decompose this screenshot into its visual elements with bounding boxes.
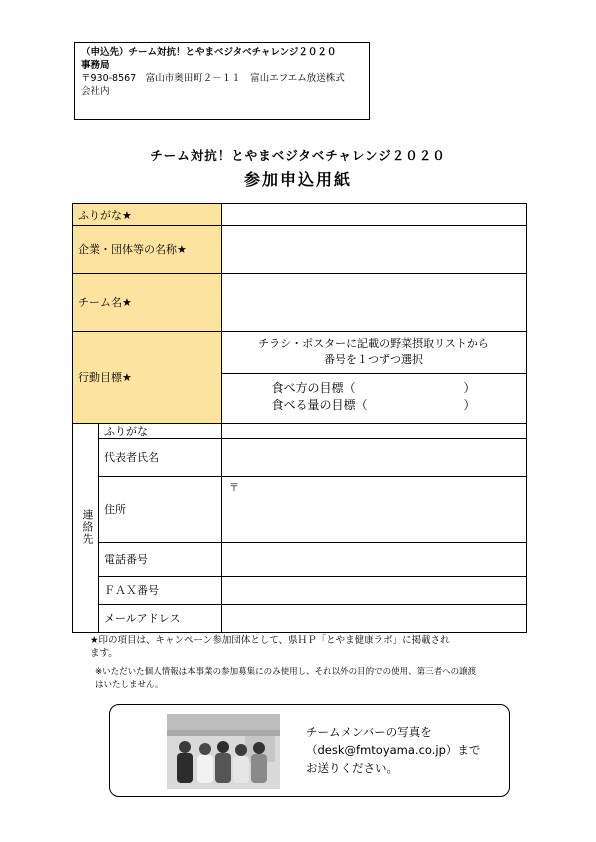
column-divider (221, 204, 222, 632)
contact-furigana-label: ふりがな (104, 424, 148, 438)
email-label: メールアドレス (104, 612, 181, 625)
address-field[interactable] (221, 476, 526, 542)
phone-field[interactable] (221, 542, 526, 576)
row-divider (98, 476, 526, 477)
address-box (74, 42, 370, 120)
contact-divider (98, 423, 99, 632)
postal-mark: 〒 (229, 483, 239, 494)
document-subtitle: 参加申込用紙 (243, 170, 352, 189)
row-divider (98, 604, 526, 605)
privacy-note-line-1: ※いただいた個人情報は本事業の参加募集にのみ使用し、それ以外の目的での使用、第三者への譲渡 (95, 667, 477, 677)
address-line-4: 会社内 (81, 86, 110, 97)
photo-request-text (306, 723, 480, 777)
company-name-field[interactable] (221, 225, 526, 273)
email-field[interactable] (221, 604, 526, 632)
team-name-field[interactable] (221, 273, 526, 331)
goal-fields[interactable] (221, 373, 526, 423)
goal-instruction (221, 331, 526, 373)
star-note-line-1: ★印の項目は、キャンペーン参加団体として、県ＨＰ「とやま健康ラボ」に掲載され (90, 635, 450, 646)
representative-name-field[interactable] (221, 438, 526, 476)
row-divider (98, 576, 526, 577)
star-note-line-2: ます。 (90, 648, 118, 659)
row-divider (73, 225, 526, 226)
goal-eat-field[interactable]: 食べ方の目標（ ） (271, 381, 476, 395)
goal-amount-field[interactable]: 食べる量の目標（ ） (271, 398, 476, 412)
team-photo (167, 714, 280, 789)
company-label: 企業・団体等の名称★ (73, 225, 221, 273)
row-divider (221, 373, 526, 374)
furigana-field[interactable] (221, 204, 526, 225)
contact-furigana-field[interactable] (221, 423, 526, 438)
team-label: チーム名★ (73, 273, 221, 331)
goal-instruction-line-1: チラシ・ポスターに記載の野菜摂取リストから (258, 337, 489, 350)
privacy-note-line-2: はいたしません。 (95, 680, 164, 690)
row-divider (98, 542, 526, 543)
goal-label: 行動目標★ (73, 331, 221, 423)
photo-request-box (109, 704, 510, 797)
row-divider (98, 438, 526, 439)
contact-label: 連絡先 (81, 509, 94, 545)
address-line-2: 事務局 (81, 60, 110, 71)
photo-request-email[interactable]: （desk@fmtoyama.co.jp）まで (306, 743, 481, 757)
document-title: チーム対抗！とやまベジタベチャレンジ２０２０ (150, 148, 446, 163)
fax-label: ＦＡＸ番号 (104, 584, 159, 597)
furigana-label: ふりがな★ (73, 204, 221, 225)
row-divider (73, 423, 526, 424)
representative-name-label: 代表者氏名 (104, 451, 159, 464)
address-line-3: 〒930-8567 富山市奥田町２－１１ 富山エフエム放送株式 (81, 73, 345, 84)
application-form (72, 203, 527, 633)
phone-label: 電話番号 (104, 553, 148, 566)
goal-instruction-line-2: 番号を１つずつ選択 (324, 353, 423, 366)
row-divider (73, 331, 526, 332)
photo-request-line-1: チームメンバーの写真を (306, 725, 432, 739)
address-line-1: （申込先）チーム対抗！とやまベジタベチャレンジ２０２０ (81, 47, 337, 58)
photo-request-line-3: お送りください。 (306, 761, 398, 775)
row-divider (73, 273, 526, 274)
address-label: 住所 (104, 503, 126, 516)
fax-field[interactable] (221, 576, 526, 604)
